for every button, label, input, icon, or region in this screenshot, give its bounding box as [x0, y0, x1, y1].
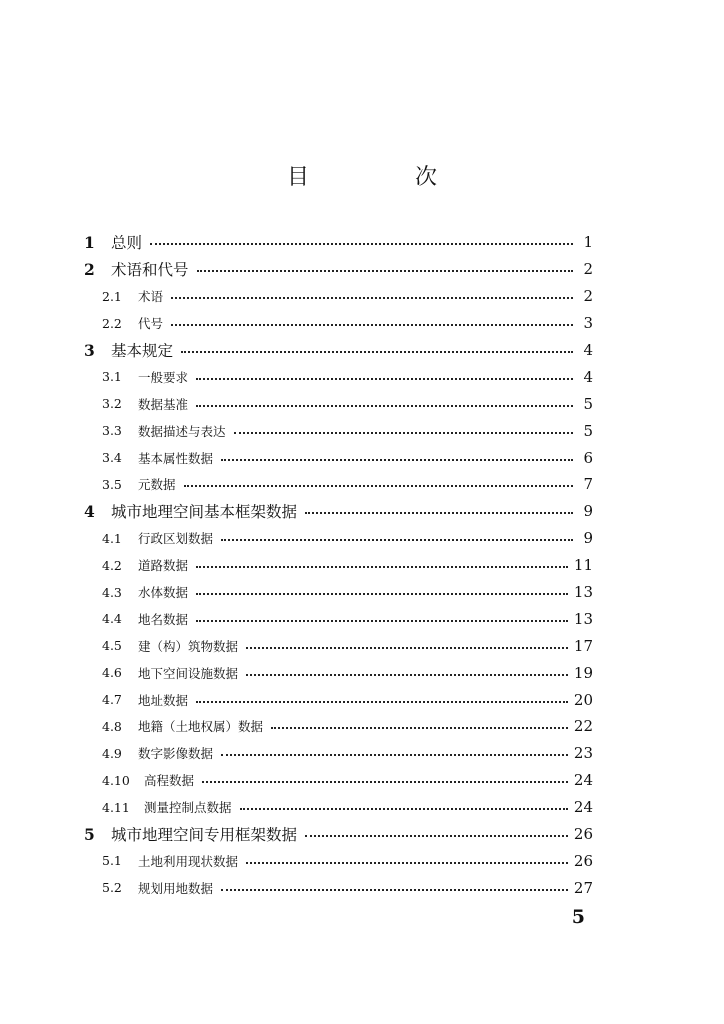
toc-entry-page: 4: [583, 367, 593, 386]
toc-entry-number: 4.11: [102, 799, 130, 815]
dot-leader: [246, 674, 568, 676]
toc-entry-number: 5: [84, 824, 95, 844]
toc-section-entry[interactable]: [84, 713, 593, 740]
toc-section-entry[interactable]: [84, 794, 593, 821]
toc-section-entry[interactable]: [84, 874, 593, 901]
toc-section-entry[interactable]: [84, 847, 593, 874]
toc-chapter-entry[interactable]: [84, 821, 593, 848]
dot-leader: [305, 512, 573, 514]
toc-section-entry[interactable]: [84, 471, 593, 498]
dot-leader: [196, 405, 573, 407]
toc-entry-label: 术语: [138, 289, 164, 305]
toc-entry-page: 22: [573, 717, 593, 736]
toc-entry-label: 城市地理空间基本框架数据: [111, 503, 298, 522]
dot-leader: [171, 297, 573, 299]
dot-leader: [196, 701, 568, 703]
dot-leader: [246, 862, 568, 864]
toc-entry-number: 3.5: [102, 476, 122, 492]
toc-entry-label: 数字影像数据: [138, 746, 214, 762]
toc-entry-number: 4.1: [102, 530, 122, 546]
toc-entry-page: 26: [573, 825, 593, 844]
toc-entry-number: 5.2: [102, 880, 122, 896]
toc-entry-number: 5.1: [102, 853, 122, 869]
dot-leader: [221, 459, 573, 461]
toc-entry-label: 行政区划数据: [138, 531, 214, 547]
dot-leader: [221, 539, 573, 541]
page-number: 5: [571, 906, 585, 928]
toc-section-entry[interactable]: [84, 417, 593, 444]
toc-section-entry[interactable]: [84, 740, 593, 767]
toc-entry-label: 地名数据: [138, 611, 189, 627]
dot-leader: [246, 647, 568, 649]
toc-entry-page: 11: [573, 556, 593, 575]
toc-section-entry[interactable]: [84, 605, 593, 632]
toc-title: 目 次: [286, 165, 479, 190]
toc-entry-number: 4.6: [102, 665, 122, 681]
dot-leader: [181, 351, 573, 353]
dot-leader: [305, 835, 568, 837]
toc-entry-number: 3.1: [102, 369, 122, 385]
toc-entry-number: 4: [84, 501, 95, 521]
dot-leader: [184, 485, 573, 487]
dot-leader: [197, 270, 573, 272]
toc-entry-label: 总则: [111, 234, 143, 253]
toc-chapter-entry[interactable]: [84, 337, 593, 364]
dot-leader: [240, 808, 568, 810]
toc-entry-number: 4.4: [102, 611, 122, 627]
toc-entry-page: 27: [573, 878, 593, 897]
toc-section-entry[interactable]: [84, 444, 593, 471]
toc-entry-label: 地籍（土地权属）数据: [138, 719, 264, 735]
toc-entry-label: 测量控制点数据: [144, 800, 232, 816]
toc-entry-label: 基本属性数据: [138, 450, 214, 466]
toc-section-entry[interactable]: [84, 659, 593, 686]
toc-entry-page: 13: [573, 583, 593, 602]
toc-entry-label: 水体数据: [138, 585, 189, 601]
toc-entry-label: 数据基准: [138, 396, 189, 412]
dot-leader: [171, 324, 573, 326]
toc-entry-page: 5: [583, 421, 593, 440]
toc-entry-label: 规划用地数据: [138, 880, 214, 896]
toc-section-entry[interactable]: [84, 552, 593, 579]
toc-entry-number: 3.2: [102, 396, 122, 412]
toc-entry-page: 2: [583, 260, 593, 279]
toc-section-entry[interactable]: [84, 767, 593, 794]
toc-entry-number: 4.5: [102, 638, 122, 654]
dot-leader: [196, 620, 568, 622]
toc-entry-label: 建（构）筑物数据: [138, 638, 239, 654]
toc-section-entry[interactable]: [84, 525, 593, 552]
toc-entry-label: 道路数据: [138, 558, 189, 574]
dot-leader: [196, 378, 573, 380]
toc-entry-number: 3: [84, 340, 95, 360]
dot-leader: [196, 566, 568, 568]
toc-entry-number: 4.8: [102, 718, 122, 734]
toc-entry-number: 2: [84, 259, 95, 279]
toc-entry-label: 术语和代号: [111, 261, 189, 280]
toc-entry-number: 3.3: [102, 423, 122, 439]
toc-chapter-entry[interactable]: [84, 256, 593, 283]
toc-section-entry[interactable]: [84, 390, 593, 417]
toc-entry-page: 2: [583, 287, 593, 306]
toc-entry-page: 13: [573, 609, 593, 628]
dot-leader: [221, 754, 568, 756]
toc-entry-page: 5: [583, 394, 593, 413]
toc-entry-page: 9: [583, 529, 593, 548]
toc-entry-number: 4.10: [102, 772, 130, 788]
toc-entry-page: 24: [573, 798, 593, 817]
dot-leader: [196, 593, 568, 595]
toc-entry-label: 地址数据: [138, 692, 189, 708]
toc-entry-page: 20: [573, 690, 593, 709]
dot-leader: [271, 727, 568, 729]
toc-section-entry[interactable]: [84, 686, 593, 713]
toc-section-entry[interactable]: [84, 579, 593, 606]
toc-section-entry[interactable]: [84, 632, 593, 659]
toc-entry-page: 1: [583, 233, 593, 252]
toc-entry-page: 7: [583, 475, 593, 494]
dot-leader: [234, 432, 573, 434]
toc-entry-number: 4.3: [102, 584, 122, 600]
toc-chapter-entry[interactable]: [84, 498, 593, 525]
toc-entry-page: 3: [583, 314, 593, 333]
toc-entry-page: 24: [573, 771, 593, 790]
toc-entry-label: 代号: [138, 316, 164, 332]
toc-entry-label: 土地利用现状数据: [138, 853, 239, 869]
toc-entry-page: 6: [583, 448, 593, 467]
toc-entry-number: 4.7: [102, 692, 122, 708]
toc-entry-number: 2.1: [102, 288, 122, 304]
dot-leader: [221, 889, 568, 891]
toc-entry-label: 基本规定: [111, 342, 174, 360]
toc-entry-number: 1: [84, 232, 95, 252]
toc-entry-label: 地下空间设施数据: [138, 665, 239, 681]
toc-chapter-entry[interactable]: [84, 229, 593, 256]
toc-entry-label: 一般要求: [138, 369, 189, 385]
toc-entry-page: 23: [573, 744, 593, 763]
toc-section-entry[interactable]: [84, 283, 593, 310]
toc-section-entry[interactable]: [84, 310, 593, 337]
toc-entry-number: 2.2: [102, 315, 122, 331]
dot-leader: [202, 781, 568, 783]
toc-entry-page: 26: [573, 851, 593, 870]
toc-section-entry[interactable]: [84, 363, 593, 390]
toc-entry-label: 元数据: [138, 477, 176, 493]
toc-entry-number: 4.2: [102, 557, 122, 573]
toc-entry-label: 数据描述与表达: [138, 423, 226, 439]
toc-entry-number: 4.9: [102, 745, 122, 761]
table-of-contents: [84, 229, 593, 901]
toc-entry-page: 4: [583, 341, 593, 359]
toc-entry-page: 17: [573, 636, 593, 655]
toc-entry-label: 高程数据: [144, 773, 195, 789]
toc-entry-page: 19: [573, 663, 593, 682]
toc-entry-page: 9: [583, 502, 593, 521]
dot-leader: [150, 243, 573, 245]
toc-entry-label: 城市地理空间专用框架数据: [111, 826, 298, 845]
toc-entry-number: 3.4: [102, 450, 122, 466]
